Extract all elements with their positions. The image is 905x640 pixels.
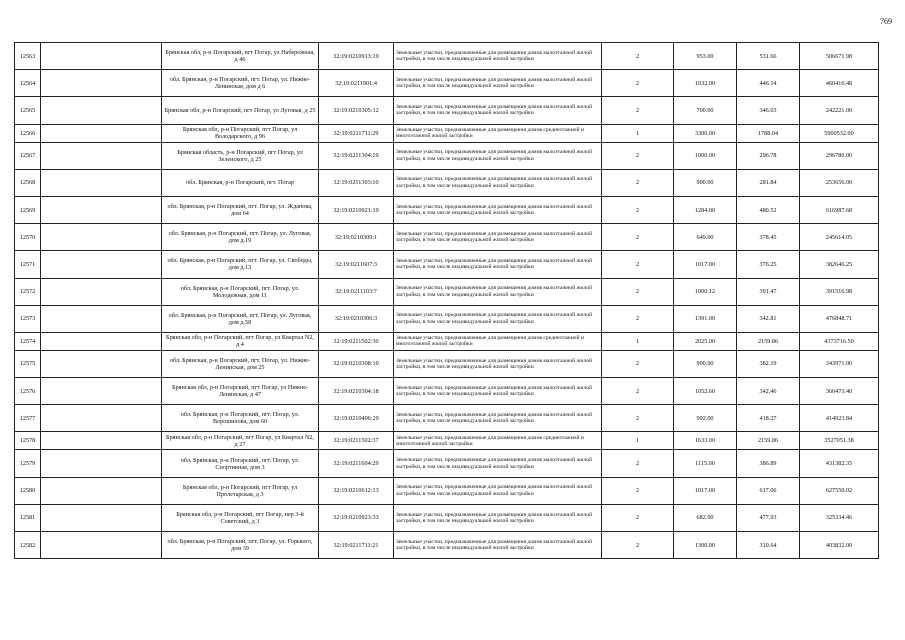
blank-cell — [41, 405, 162, 432]
table-row — [15, 405, 879, 432]
table-row — [15, 224, 879, 251]
cadastral-number-cell: 32:19:0210305:12 — [319, 97, 394, 124]
area-cell: 1115.00 — [674, 450, 737, 477]
specific-value-cell: 342.81 — [737, 305, 800, 332]
cadastral-value-cell: 476848.71 — [800, 305, 879, 332]
address-cell: обл. Брянская, р-н Погарский, пгт. Погар, ул. Нижне-Ленинская, дом 25 — [162, 350, 319, 377]
cadastral-value-cell: 460416.48 — [800, 70, 879, 97]
group-code-cell: 2 — [602, 278, 674, 305]
blank-cell — [41, 70, 162, 97]
cadastral-number-cell: 32:19:0210309:1 — [319, 224, 394, 251]
table-row — [15, 124, 879, 142]
group-code-cell: 2 — [602, 378, 674, 405]
land-use-cell: Земельные участки, предназначенные для размещения домов малоэтажной жилой застройки, в том числе индивидуальной жилой застройки — [394, 305, 602, 332]
row-number-cell: 12570 — [15, 224, 41, 251]
land-use-cell: Земельные участки, предназначенные для размещения домов малоэтажной жилой застройки, в том числе индивидуальной жилой застройки — [394, 532, 602, 559]
blank-cell — [41, 251, 162, 278]
specific-value-cell: 296.78 — [737, 142, 800, 169]
specific-value-cell: 281.84 — [737, 169, 800, 196]
table-row — [15, 70, 879, 97]
blank-cell — [41, 450, 162, 477]
area-cell: 1032.00 — [674, 70, 737, 97]
group-code-cell: 1 — [602, 332, 674, 350]
area-cell: 1017.00 — [674, 477, 737, 504]
area-cell: 649.00 — [674, 224, 737, 251]
land-use-cell: Земельные участки, предназначенные для размещения домов малоэтажной жилой застройки, в том числе индивидуальной жилой застройки — [394, 477, 602, 504]
blank-cell — [41, 142, 162, 169]
area-cell: 1633.00 — [674, 432, 737, 450]
cadastral-value-cell: 296780.00 — [800, 142, 879, 169]
address-cell: Брянская обл, р-н Погарский, пгт Погар, ул Луговая, д 25 — [162, 97, 319, 124]
blank-cell — [41, 43, 162, 70]
table-row — [15, 477, 879, 504]
blank-cell — [41, 278, 162, 305]
area-cell: 3300.00 — [674, 124, 737, 142]
specific-value-cell: 386.89 — [737, 450, 800, 477]
cadastral-number-cell: 32:19:0211604:29 — [319, 450, 394, 477]
cadastral-value-cell: 414923.84 — [800, 405, 879, 432]
address-cell: Брянская обл, р-н Погарский, пгт Погар, пер 3-й Советский, д 3 — [162, 504, 319, 531]
area-cell: 1300.00 — [674, 532, 737, 559]
group-code-cell: 2 — [602, 405, 674, 432]
address-cell: обл. Брянская, р-н Погарский, пгт. Погар, ул. Спортивная, дом 3 — [162, 450, 319, 477]
land-use-cell: Земельные участки, предназначенные для размещения домов малоэтажной жилой застройки, в том числе индивидуальной жилой застройки — [394, 251, 602, 278]
cadastral-value-cell: 391516.98 — [800, 278, 879, 305]
cadastral-value-cell: 382646.25 — [800, 251, 879, 278]
cadastral-number-cell: 32:19:0211303:10 — [319, 169, 394, 196]
specific-value-cell: 310.64 — [737, 532, 800, 559]
group-code-cell: 2 — [602, 251, 674, 278]
cadastral-number-cell: 32:19:0211502:30 — [319, 332, 394, 350]
specific-value-cell: 382.19 — [737, 350, 800, 377]
row-number-cell: 12573 — [15, 305, 41, 332]
land-use-cell: Земельные участки, предназначенные для размещения домов малоэтажной жилой застройки, в том числе индивидуальной жилой застройки — [394, 196, 602, 223]
specific-value-cell: 378.45 — [737, 224, 800, 251]
table-row — [15, 450, 879, 477]
cadastral-value-cell: 627550.02 — [800, 477, 879, 504]
cadastral-number-cell: 32:19:0210308:10 — [319, 350, 394, 377]
area-cell: 1391.00 — [674, 305, 737, 332]
area-cell: 1284.00 — [674, 196, 737, 223]
specific-value-cell: 418.27 — [737, 405, 800, 432]
area-cell: 900.00 — [674, 350, 737, 377]
area-cell: 1017.00 — [674, 251, 737, 278]
specific-value-cell: 376.25 — [737, 251, 800, 278]
cadastral-value-cell: 431382.35 — [800, 450, 879, 477]
cadastral-value-cell: 616987.68 — [800, 196, 879, 223]
specific-value-cell: 391.47 — [737, 278, 800, 305]
specific-value-cell: 531.66 — [737, 43, 800, 70]
cadastral-value-cell: 325334.46 — [800, 504, 879, 531]
land-use-cell: Земельные участки, предназначенные для размещения домов среднеэтажной и многоэтажной жилой застройки — [394, 124, 602, 142]
row-number-cell: 12568 — [15, 169, 41, 196]
land-use-cell: Земельные участки, предназначенные для размещения домов среднеэтажной и многоэтажной жилой застройки — [394, 432, 602, 450]
row-number-cell: 12582 — [15, 532, 41, 559]
table-row — [15, 332, 879, 350]
table-row — [15, 97, 879, 124]
group-code-cell: 2 — [602, 504, 674, 531]
group-code-cell: 2 — [602, 477, 674, 504]
group-code-cell: 2 — [602, 305, 674, 332]
row-number-cell: 12580 — [15, 477, 41, 504]
blank-cell — [41, 504, 162, 531]
cadastral-number-cell: 32:19:0210406:29 — [319, 405, 394, 432]
group-code-cell: 2 — [602, 350, 674, 377]
address-cell: обл. Брянская, р-н Погарский, пгт. Погар, ул. Ворошилова, дом 60 — [162, 405, 319, 432]
cadastral-value-cell: 242221.00 — [800, 97, 879, 124]
table-row — [15, 305, 879, 332]
blank-cell — [41, 169, 162, 196]
land-use-cell: Земельные участки, предназначенные для размещения домов малоэтажной жилой застройки, в том числе индивидуальной жилой застройки — [394, 224, 602, 251]
cadastral-number-cell: 32:19:0211103:7 — [319, 278, 394, 305]
cadastral-value-cell: 360473.40 — [800, 378, 879, 405]
address-cell: обл. Брянская, р-н Погарский, пгт. Погар, ул. Нижне-Ленинская, дом д 6 — [162, 70, 319, 97]
table-row — [15, 251, 879, 278]
specific-value-cell: 1788.04 — [737, 124, 800, 142]
land-use-cell: Земельные участки, предназначенные для размещения домов среднеэтажной и многоэтажной жилой застройки — [394, 332, 602, 350]
cadastral-number-cell: 32:19:0210612:13 — [319, 477, 394, 504]
cadastral-value-cell: 3527051.38 — [800, 432, 879, 450]
area-cell: 953.00 — [674, 43, 737, 70]
cadastral-number-cell: 32:19:0211711:21 — [319, 532, 394, 559]
address-cell: обл. Брянская, р-н Погарский, пгт. Погар, ул. Свободы, дом д.13 — [162, 251, 319, 278]
area-cell: 992.00 — [674, 405, 737, 432]
specific-value-cell: 617.06 — [737, 477, 800, 504]
row-number-cell: 12563 — [15, 43, 41, 70]
specific-value-cell: 2159.86 — [737, 432, 800, 450]
area-cell: 900.00 — [674, 169, 737, 196]
table-row — [15, 432, 879, 450]
blank-cell — [41, 97, 162, 124]
land-use-cell: Земельные участки, предназначенные для размещения домов малоэтажной жилой застройки, в том числе индивидуальной жилой застройки — [394, 278, 602, 305]
row-number-cell: 12574 — [15, 332, 41, 350]
row-number-cell: 12569 — [15, 196, 41, 223]
group-code-cell: 2 — [602, 196, 674, 223]
table-row — [15, 196, 879, 223]
specific-value-cell: 342.46 — [737, 378, 800, 405]
specific-value-cell: 2159.86 — [737, 332, 800, 350]
specific-value-cell: 346.03 — [737, 97, 800, 124]
area-cell: 1052.60 — [674, 378, 737, 405]
land-use-cell: Земельные участки, предназначенные для размещения домов малоэтажной жилой застройки, в том числе индивидуальной жилой застройки — [394, 142, 602, 169]
area-cell: 1000.12 — [674, 278, 737, 305]
cadastral-value-cell: 4373716.50 — [800, 332, 879, 350]
cadastral-number-cell: 32:19:0210923:33 — [319, 504, 394, 531]
blank-cell — [41, 332, 162, 350]
group-code-cell: 2 — [602, 142, 674, 169]
cadastral-number-cell: 32:19:0211304:19 — [319, 142, 394, 169]
specific-value-cell: 480.52 — [737, 196, 800, 223]
land-use-cell: Земельные участки, предназначенные для размещения домов малоэтажной жилой застройки, в том числе индивидуальной жилой застройки — [394, 405, 602, 432]
address-cell: обл. Брянская, р-н Погарский, пгт. Погар, ул. Луговая, дом д.58 — [162, 305, 319, 332]
row-number-cell: 12576 — [15, 378, 41, 405]
blank-cell — [41, 378, 162, 405]
row-number-cell: 12564 — [15, 70, 41, 97]
cadastral-value-cell: 343971.00 — [800, 350, 879, 377]
blank-cell — [41, 350, 162, 377]
row-number-cell: 12571 — [15, 251, 41, 278]
group-code-cell: 2 — [602, 532, 674, 559]
cadastral-value-cell: 403832.00 — [800, 532, 879, 559]
group-code-cell: 1 — [602, 124, 674, 142]
group-code-cell: 1 — [602, 432, 674, 450]
land-use-cell: Земельные участки, предназначенные для размещения домов малоэтажной жилой застройки, в том числе индивидуальной жилой застройки — [394, 70, 602, 97]
cadastral-number-cell: 32:19:0210304:18 — [319, 378, 394, 405]
table-row — [15, 378, 879, 405]
address-cell: обл. Брянская, р-н Погарский, пгт. Погар, ул. Жданова, дом 64 — [162, 196, 319, 223]
group-code-cell: 2 — [602, 97, 674, 124]
row-number-cell: 12581 — [15, 504, 41, 531]
land-use-cell: Земельные участки, предназначенные для размещения домов малоэтажной жилой застройки, в том числе индивидуальной жилой застройки — [394, 43, 602, 70]
blank-cell — [41, 124, 162, 142]
blank-cell — [41, 432, 162, 450]
cadastral-value-cell: 506671.98 — [800, 43, 879, 70]
address-cell: Брянская обл, р-н Погарский, пгт Погар, ул Пролетарская, д 3 — [162, 477, 319, 504]
land-use-cell: Земельные участки, предназначенные для размещения домов малоэтажной жилой застройки, в том числе индивидуальной жилой застройки — [394, 350, 602, 377]
area-cell: 700.00 — [674, 97, 737, 124]
group-code-cell: 2 — [602, 450, 674, 477]
row-number-cell: 12566 — [15, 124, 41, 142]
table-row — [15, 278, 879, 305]
address-cell: Брянская обл, р-н Погарский, пгт Погар, ул Квартал N2, д 27 — [162, 432, 319, 450]
area-cell: 682.00 — [674, 504, 737, 531]
table-row — [15, 504, 879, 531]
row-number-cell: 12575 — [15, 350, 41, 377]
table-row — [15, 142, 879, 169]
address-cell: Брянская область, р-н Погарский, пгт Погар, ул Зеленского, д 25 — [162, 142, 319, 169]
cadastral-number-cell: 32:19:0210921:19 — [319, 196, 394, 223]
land-use-cell: Земельные участки, предназначенные для размещения домов малоэтажной жилой застройки, в том числе индивидуальной жилой застройки — [394, 378, 602, 405]
address-cell: обл. Брянская, р-н Погарский, пгт. Погар — [162, 169, 319, 196]
table-row — [15, 43, 879, 70]
address-cell: Брянская обл, р-н Погарский, пгт Погар, ул Набережная, д 46 — [162, 43, 319, 70]
table-row — [15, 532, 879, 559]
table-row — [15, 350, 879, 377]
group-code-cell: 2 — [602, 70, 674, 97]
cadastral-number-cell: 32:19:0211607:3 — [319, 251, 394, 278]
address-cell: Брянская обл, р-н Погарский, пгт Погар, ул Нижне-Ленинская, д 47 — [162, 378, 319, 405]
blank-cell — [41, 224, 162, 251]
cadastral-number-cell: 32:19:0211901:4 — [319, 70, 394, 97]
blank-cell — [41, 196, 162, 223]
row-number-cell: 12577 — [15, 405, 41, 432]
land-use-cell: Земельные участки, предназначенные для размещения домов малоэтажной жилой застройки, в том числе индивидуальной жилой застройки — [394, 97, 602, 124]
cadastral-number-cell: 32:19:0211711:29 — [319, 124, 394, 142]
group-code-cell: 2 — [602, 169, 674, 196]
cadastral-number-cell: 32:19:0211502:37 — [319, 432, 394, 450]
specific-value-cell: 446.14 — [737, 70, 800, 97]
row-number-cell: 12567 — [15, 142, 41, 169]
cadastral-number-cell: 32:19:0210913:19 — [319, 43, 394, 70]
cadastral-value-cell: 245614.05 — [800, 224, 879, 251]
address-cell: обл. Брянская, р-н Погарский, пгт. Погар, ул. Луговая, дом д.19 — [162, 224, 319, 251]
address-cell: обл. Брянская, р-н Погарский, пгт. Погар, ул. Горького, дом 39 — [162, 532, 319, 559]
specific-value-cell: 477.03 — [737, 504, 800, 531]
blank-cell — [41, 532, 162, 559]
land-use-cell: Земельные участки, предназначенные для размещения домов малоэтажной жилой застройки, в том числе индивидуальной жилой застройки — [394, 504, 602, 531]
address-cell: Брянская обл, р-н Погарский, пгт Погар, ул Володарского, д 96 — [162, 124, 319, 142]
group-code-cell: 2 — [602, 224, 674, 251]
cadastral-number-cell: 32:19:0210306:3 — [319, 305, 394, 332]
blank-cell — [41, 477, 162, 504]
table-row — [15, 169, 879, 196]
cadastral-value-cell: 253656.00 — [800, 169, 879, 196]
land-use-cell: Земельные участки, предназначенные для размещения домов малоэтажной жилой застройки, в том числе индивидуальной жилой застройки — [394, 450, 602, 477]
area-cell: 1000.00 — [674, 142, 737, 169]
address-cell: Брянская обл, р-н Погарский, пгт Погар, ул Квартал N2, д 4 — [162, 332, 319, 350]
row-number-cell: 12572 — [15, 278, 41, 305]
area-cell: 2025.00 — [674, 332, 737, 350]
land-use-cell: Земельные участки, предназначенные для размещения домов малоэтажной жилой застройки, в том числе индивидуальной жилой застройки — [394, 169, 602, 196]
cadastral-value-cell: 5900532.00 — [800, 124, 879, 142]
group-code-cell: 2 — [602, 43, 674, 70]
page-number: 769 — [880, 17, 892, 26]
blank-cell — [41, 305, 162, 332]
row-number-cell: 12565 — [15, 97, 41, 124]
row-number-cell: 12578 — [15, 432, 41, 450]
address-cell: обл. Брянская, р-н Погарский, пгт. Погар, ул. Молодежная, дом 11 — [162, 278, 319, 305]
row-number-cell: 12579 — [15, 450, 41, 477]
registry-table — [14, 42, 879, 559]
